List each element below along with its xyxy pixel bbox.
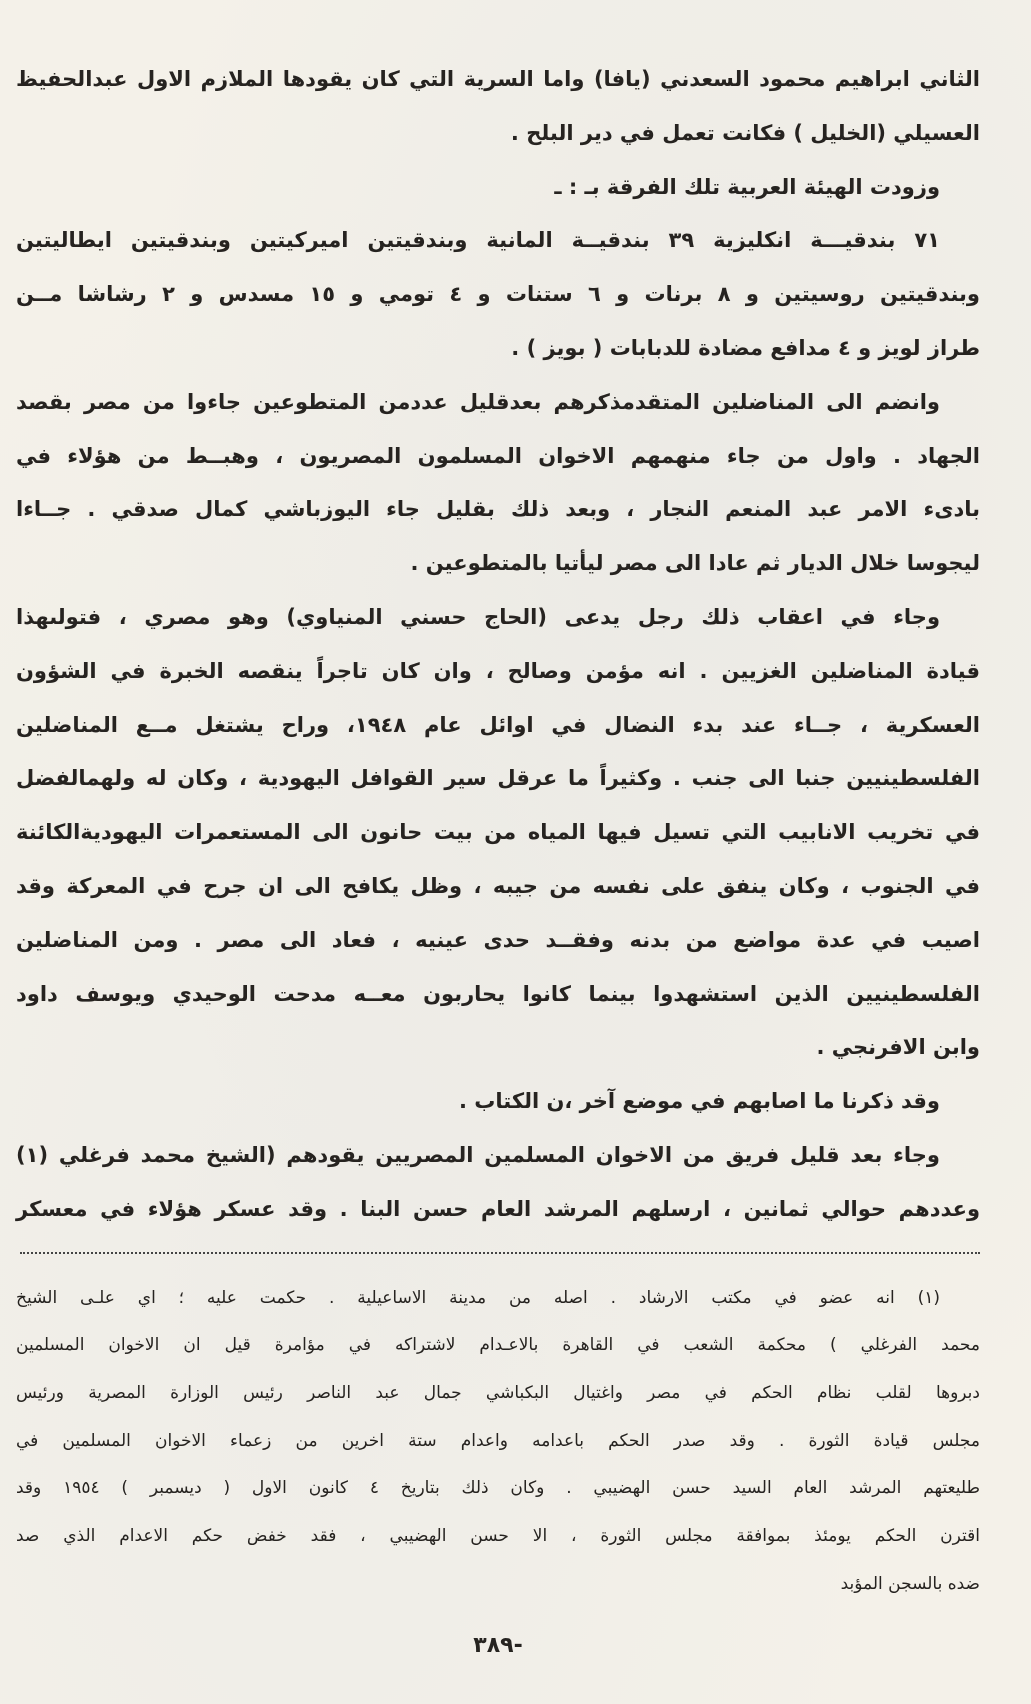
body-line: الفلسطينيين الذين استشهدوا بينما كانوا يحاربون معــه مدحت الوحيدي ويوسف داود [16,981,980,1006]
body-line: العسيلي (الخليل ) فكانت تعمل في دير البلح . [510,120,980,145]
body-line: وعددهم حوالي ثمانين ، ارسلهم المرشد العام حسن البنا . وقد عسكر هؤلاء في معسكر [16,1196,980,1221]
page-number: -٣٨٩ [473,1633,523,1659]
body-line: الجهاد . واول من جاء منهمهم الاخوان المسلمون المصريون ، وهبــط من هؤلاء في [16,443,980,468]
footnote-line: محمد الفرغلي ) محكمة الشعب في القاهرة بالاعـدام لاشتراكه في مؤامرة قيل ان الاخوان المسلمين [16,1335,980,1356]
body-line: وجاء بعد قليل فريق من الاخوان المسلمين المصريين يقودهم (الشيخ محمد فرغلي (١) [16,1142,940,1167]
body-line: وجاء في اعقاب ذلك رجل يدعى (الحاج حسني المنياوي) وهو مصري ، فتولىهذا [16,604,940,629]
body-line: الفلسطينيين جنبا الى جنب . وكثيراً ما عرقل سير القوافل اليهودية ، وكان له ولهمالفضل [16,766,980,791]
body-line: الثاني ابراهيم محمود السعدني (يافا) واما السرية التي كان يقودها الملازم الاول عبدالحفيظ [16,67,980,91]
footnote-line: (١) انه عضو في مكتب الارشاد . اصله من مدينة الاساعيلية . حكمت عليه ؛ اي علـى الشيخ [16,1287,940,1308]
body-line: طراز لويز و ٤ مدافع مضادة للدبابات ( بويز ) . [511,335,980,360]
footnote-line: ضده بالسجن المؤبد [840,1573,980,1594]
body-line: وانضم الى المناضلين المتقدمذكرهم بعدقليل عددمن المتطوعين جاءوا من مصر بقصد [16,389,940,414]
body-line: بادىء الامر عبد المنعم النجار ، وبعد ذلك بقليل جاء اليوزباشي كمال صدقي . جــاءا [16,497,980,522]
body-line: اصيب في عدة مواضع من بدنه وفقــد حدى عينيه ، فعاد الى مصر . ومن المناضلين [16,927,980,952]
body-line: ليجوسا خلال الديار ثم عادا الى مصر ليأتيا بالمتطوعين . [410,551,980,576]
body-line: وابن الافرنجي . [816,1035,980,1060]
footnote-line: دبروها لقلب نظام الحكم في مصر واغتيال البكباشي جمال عبد الناصر رئيس الوزارة المصرية ورئيس [16,1382,980,1403]
body-line: وزودت الهيئة العربية تلك الفرقة بـ : ـ [554,174,940,199]
body-line: قيادة المناضلين الغزيين . انه مؤمن وصالح ، وان كان تاجراً ينقصه الخبرة في الشؤون [16,658,980,683]
body-line: العسكرية ، جــاء عند بدء النضال في اوائل عام ١٩٤٨، وراح يشتغل مــع المناضلين [16,712,980,737]
footnote-separator [20,1252,980,1254]
body-line: ٧١ بندقيـــة انكليزية ٣٩ بندقيــة المانية وبندقيتين اميركيتين وبندقيتين ايطاليتين [16,228,940,253]
footnote-line: مجلس قيادة الثورة . وقد صدر الحكم باعدامه واعدام ستة اخرين من زعماء الاخوان المسلمين في [16,1430,980,1451]
body-line: في تخريب الانابيب التي تسيل فيها المياه من بيت حانون الى المستعمرات اليهوديةالكائنة [16,820,980,845]
body-line: وبندقيتين روسيتين و ٨ برنات و ٦ ستنات و ٤ تومي و ١٥ مسدس و ٢ رشاشا مــن [16,282,980,307]
body-line: وقد ذكرنا ما اصابهم في موضع آخر ،ن الكتاب . [459,1089,940,1114]
body-line: في الجنوب ، وكان ينفق على نفسه من جيبه ، وظل يكافح الى ان جرح في المعركة وقد [16,873,980,898]
footnote-line: طليعتهم المرشد العام السيد حسن الهضيبي . وكان ذلك بتاريخ ٤ كانون الاول ( ديسمبر ) ١٩٥٤ وقد [16,1478,980,1499]
footnote-line: اقترن الحكم يومئذ بموافقة مجلس الثورة ، الا حسن الهضيبي ، فقد خفض حكم الاعدام الذي صد [16,1526,980,1547]
